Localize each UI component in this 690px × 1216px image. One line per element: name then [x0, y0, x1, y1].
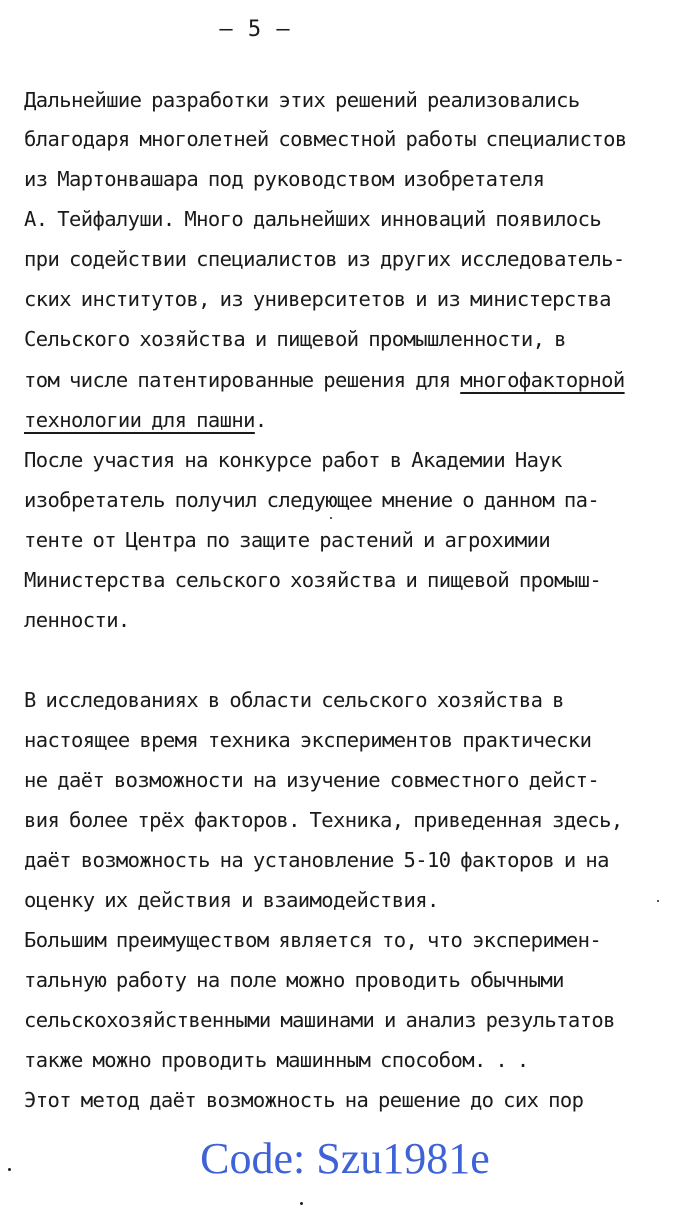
text-line: Большим преимуществом является то, что эксперимен-: [24, 928, 602, 952]
text-line: ленности.: [24, 608, 130, 632]
text-line: Этот метод даёт возможность на решение до сих пор: [24, 1088, 584, 1112]
text-line: настоящее время техника экспериментов практически: [24, 728, 592, 752]
text-line: В исследованиях в области сельского хозяйства в: [24, 688, 564, 712]
text-line: [24, 406, 267, 434]
text-line: сельскохозяйственными машинами и анализ результатов: [24, 1008, 615, 1032]
text-line: вия более трёх факторов. Техника, приведенная здесь,: [24, 808, 623, 832]
text-line: ских институтов, из университетов и из министерства: [24, 287, 611, 311]
text-line: Сельского хозяйства и пищевой промышленности, в: [24, 327, 566, 351]
text-line: [24, 366, 625, 394]
text-line: А. Тейфалуши. Много дальнейших инноваций появилось: [24, 207, 602, 231]
text-line: благодаря многолетней совместной работы специалистов: [24, 127, 627, 151]
text-line: при содействии специалистов из других исследователь-: [24, 247, 625, 271]
text-line: из Мартонвашара под руководством изобретателя: [24, 167, 545, 191]
page-number: – 5 –: [219, 17, 291, 42]
text-segment: том числе патентированные решения для: [24, 368, 461, 392]
text-line: даёт возможность на установление 5-10 факторов и на: [24, 848, 609, 872]
code-watermark: Code: Szu1981e: [200, 1134, 490, 1183]
text-segment: .: [254, 408, 267, 432]
text-line: тенте от Центра по защите растений и агрохимии: [24, 528, 551, 552]
text-line: Министерства сельского хозяйства и пищевой промыш-: [24, 568, 602, 592]
text-line: оценку их действия и взаимодействия.: [24, 888, 439, 912]
text-line: не даёт возможности на изучение совместного дейст-: [24, 768, 600, 792]
text-line: тальную работу на поле можно проводить обычными: [24, 968, 564, 992]
underlined-phrase: технологии для пашни: [24, 408, 255, 432]
text-line: изобретатель получил следующее мнение о данном па-: [24, 488, 600, 512]
text-line: Дальнейшие разработки этих решений реализовались: [24, 88, 580, 112]
scan-speck: [657, 900, 659, 902]
scan-speck: [330, 517, 332, 519]
text-line: После участия на конкурсе работ в Академии Наук: [24, 448, 562, 472]
underlined-phrase: многофакторной: [460, 368, 625, 392]
text-line: также можно проводить машинным способом. . .: [24, 1048, 529, 1072]
scan-speck: [8, 1168, 11, 1171]
scan-speck: [300, 1202, 303, 1205]
